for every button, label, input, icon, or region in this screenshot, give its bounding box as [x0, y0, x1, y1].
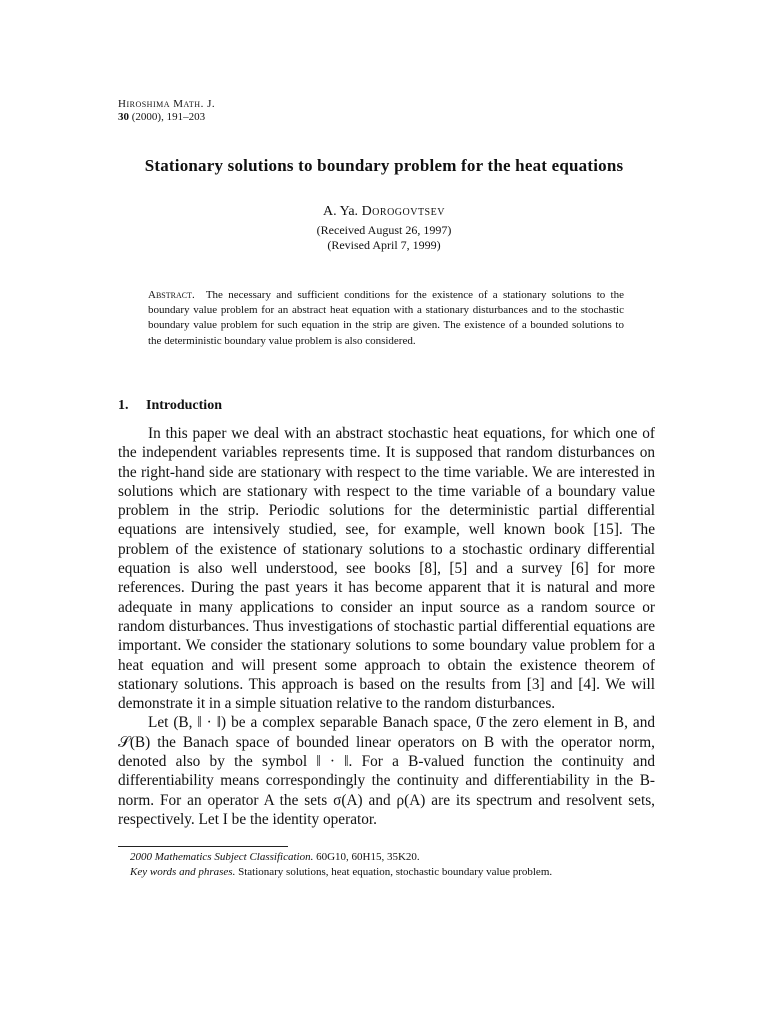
keywords-text: Stationary solutions, heat equation, stochastic boundary value problem.: [238, 865, 553, 878]
paragraph-2: Let (B, ‖ · ‖) be a complex separable Banach space, 0̄ the zero element in B, and 𝒮(B) the Banach space of bounded linear operators on B with the operator norm, denoted also by the symbol ‖ · ‖. For a B-valued function the continuity and differentiability means correspondingly the continuity and differentiability in the B-norm. For an operator A the sets σ(A) and ρ(A) are its spectrum and resolvent sets, respectively. Let I be the identity operator.: [118, 714, 655, 828]
abstract-label: Abstract.: [148, 289, 195, 301]
author-block: [0, 203, 768, 253]
paper-title: Stationary solutions to boundary problem for the heat equations: [144, 156, 624, 175]
journal-citation: [118, 111, 215, 124]
author-initials: A. Ya.: [323, 204, 359, 219]
body-text: [118, 424, 655, 829]
paragraph-1: In this paper we deal with an abstract stochastic heat equations, for which one of the independent variables represents time. It is supposed that random disturbances on the right-hand side are stationary with respect to the time variable. We are interested in solutions which are stationary with respect to the time variable of a boundary value problem in the strip. Periodic solutions for the deterministic partial differential equations are intensively studied, see, for example, well known book [15]. The problem of the existence of stationary solutions to a stochastic ordinary differential equation is also well understood, see books [8], [5] and a survey [6] for more references. During the past years it has become apparent that it is natural and more adequate in many applications to consider an input source as a random source or random disturbances. Thus investigations of stochastic partial differential equations are important. We consider the stationary solutions to some boundary value problem for a heat equation and will present some approach to obtain the existence theorem of stationary solutions. This approach is based on the results from [3] and [4]. We will demonstrate it in a simple situation relative to the random disturbances.: [118, 425, 655, 713]
abstract-text: The necessary and sufficient conditions for the existence of a stationary solutions to the boundary value problem for an abstract heat equation with a stationary disturbances and to the stochastic boundary value problem for such equation in the strip are given. The existence of a bounded solutions to the deterministic boundary value problem is also considered.: [148, 289, 624, 347]
footnotes: [130, 850, 552, 879]
revised-date: (Revised April 7, 1999): [327, 238, 441, 252]
section-heading: [118, 398, 222, 414]
keywords-label: Key words and phrases.: [130, 865, 236, 878]
section-number: 1.: [118, 398, 129, 413]
footnote-msc: [130, 850, 552, 865]
msc-codes: 60G10, 60H15, 35K20.: [316, 851, 420, 863]
journal-name: Hiroshima Math. J.: [118, 98, 216, 110]
section-title: Introduction: [146, 398, 222, 413]
author-name: [0, 203, 768, 221]
journal-year-pages: (2000), 191–203: [131, 111, 206, 123]
footnote-rule: [118, 846, 288, 847]
abstract: [148, 288, 624, 349]
received-date: (Received August 26, 1997): [316, 223, 452, 237]
msc-label: 2000 Mathematics Subject Classification.: [130, 851, 314, 863]
journal-header: [118, 98, 215, 124]
journal-volume: 30: [118, 111, 129, 123]
author-surname: Dorogovtsev: [361, 204, 445, 219]
footnote-keywords: [130, 865, 552, 880]
